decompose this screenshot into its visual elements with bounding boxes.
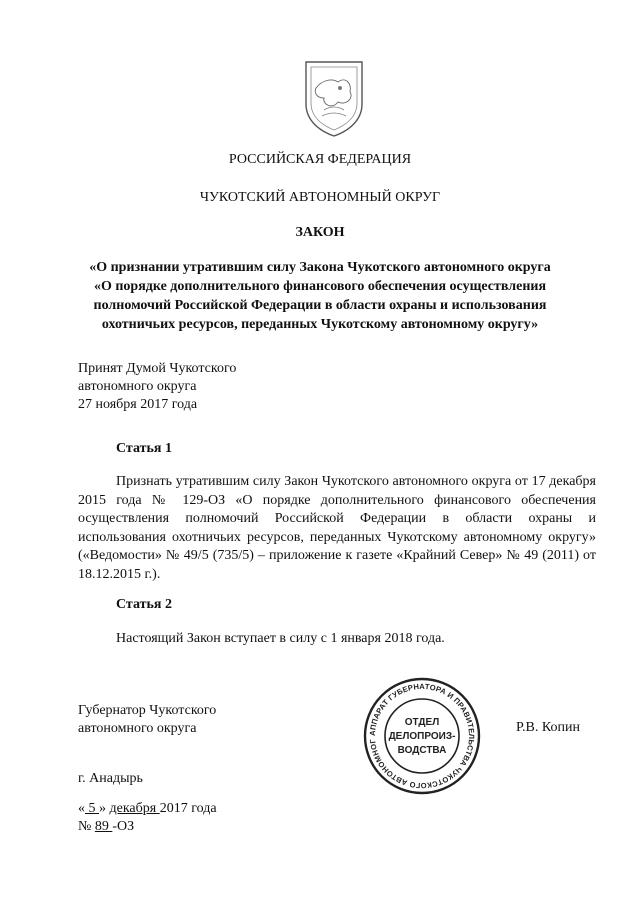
article-2-heading: Статья 2	[116, 597, 172, 612]
number-prefix: №	[78, 819, 95, 834]
number-value: 89	[94, 819, 113, 834]
signatory-position-line: Губернатор Чукотского	[78, 703, 217, 718]
date-year: 2017 года	[159, 801, 217, 816]
official-stamp	[362, 676, 482, 796]
law-title-line: охотничьих ресурсов, переданных Чукотскому автономному округу»	[101, 317, 539, 332]
date-mid: »	[99, 801, 110, 816]
stamp-ring-text: АППАРАТ ГУБЕРНАТОРА И ПРАВИТЕЛЬСТВА ЧУКОТСКОГО АВТОНОМНОГ	[367, 681, 477, 791]
adoption-line: Принят Думой Чукотского	[78, 361, 237, 376]
adoption-date: 27 ноября 2017 года	[78, 397, 198, 412]
signatory-position	[78, 702, 216, 738]
adoption-note	[78, 360, 236, 414]
stamp-center-line: ВОДСТВА	[397, 745, 447, 756]
article-2-text: Настоящий Закон вступает в силу с 1 января 2018 года.	[116, 631, 445, 646]
law-title-line: «О порядке дополнительного финансового обеспечения осуществления	[93, 279, 547, 294]
date-month: декабря	[109, 801, 160, 816]
stamp-center-line: ДЕЛОПРОИЗ-	[388, 731, 456, 742]
signatory-position-line: автономного округа	[78, 721, 197, 736]
law-title-line: «О признании утратившим силу Закона Чукотского автономного округа	[89, 260, 551, 275]
adoption-line: автономного округа	[78, 379, 197, 394]
article-1-heading: Статья 1	[116, 441, 172, 456]
region-heading: ЧУКОТСКИЙ АВТОНОМНЫЙ ОКРУГ	[199, 190, 441, 205]
sign-date	[78, 801, 217, 817]
law-title-line: полномочий Российской Федерации в области охраны и использования	[93, 298, 547, 313]
coat-of-arms-emblem	[302, 58, 366, 138]
date-day: 5	[85, 801, 99, 816]
doc-type-heading: ЗАКОН	[295, 225, 345, 240]
city: г. Анадырь	[78, 771, 143, 786]
country-heading: РОССИЙСКАЯ ФЕДЕРАЦИЯ	[228, 152, 412, 167]
law-title	[0, 258, 640, 334]
number-suffix: -ОЗ	[112, 819, 135, 834]
date-prefix: «	[78, 801, 85, 816]
law-number	[78, 819, 134, 835]
article-1-text: Признать утратившим силу Закон Чукотского автономного округа от 17 декабря 2015 года № 129-ОЗ «О порядке дополнительного финансового обеспечения осуществления полномочий Российской Федерации в области охраны и использования охотничьих ресурсов, переданных Чукотскому автономному округу» («Ведомости» № 49/5 (735/5) – приложение к газете «Крайний Север» № 49 (2011) от 18.12.2015 г.).	[78, 474, 596, 582]
stamp-center-line: ОТДЕЛ	[404, 717, 440, 728]
signatory-name: Р.В. Копин	[516, 720, 580, 735]
